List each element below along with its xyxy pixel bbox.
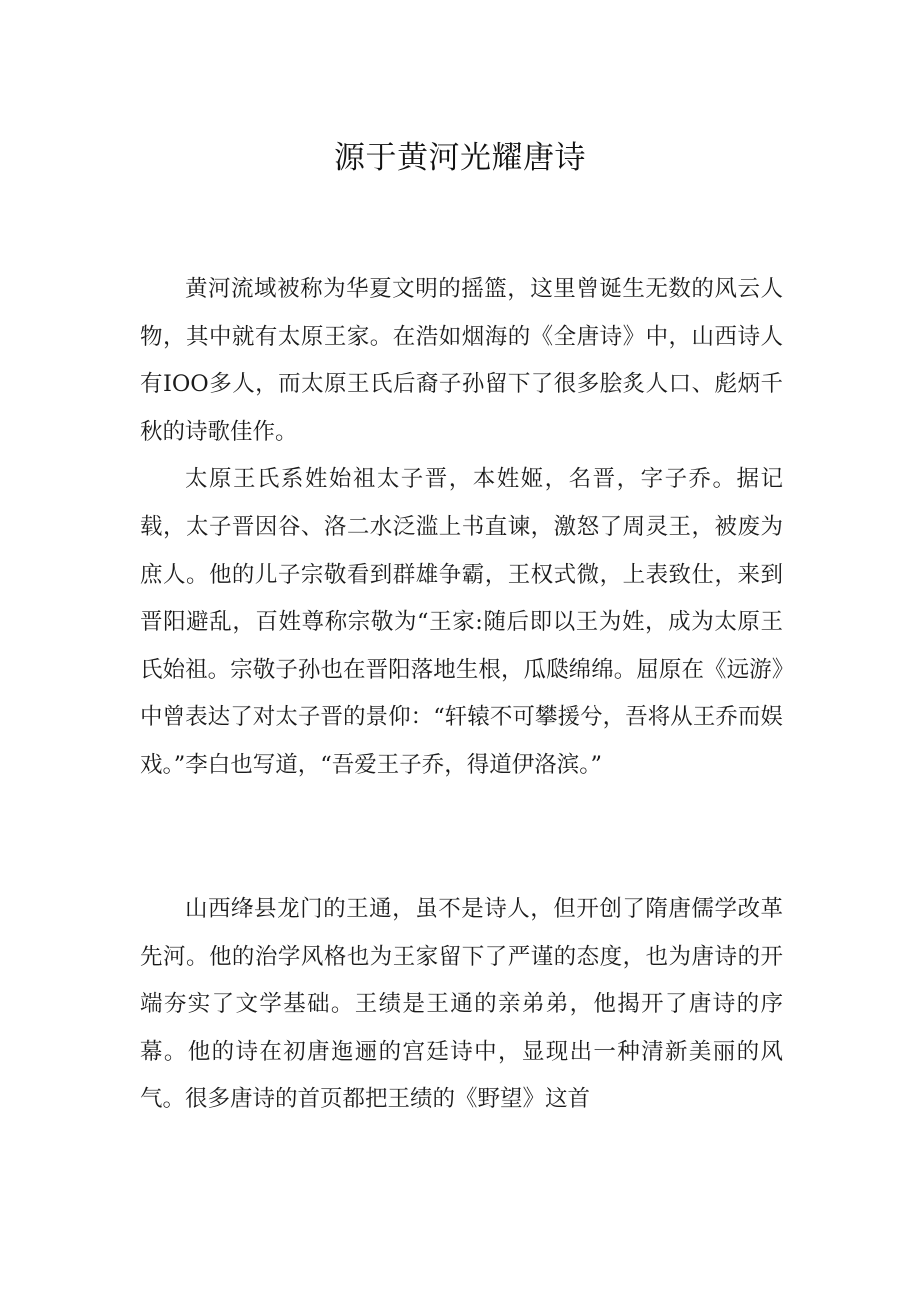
page-title: 源于黄河光耀唐诗	[334, 140, 586, 176]
paragraph-3: 山西绛县龙门的王通，虽不是诗人，但开创了隋唐儒学改革先河。他的治学风格也为王家留下了严谨的态度，也为唐诗的开端夯实了文学基础。王绩是王通的亲弟弟，他揭开了唐诗的序幕。他的诗在初唐迤逦的宫廷诗中，显现出一种清新美丽的风气。很多唐诗的首页都把王绩的《野望》这首	[140, 896, 783, 1113]
body-section-1	[140, 266, 783, 790]
paragraph-1: 黄河流域被称为华夏文明的摇篮，这里曾诞生无数的风云人物，其中就有太原王家。在浩如烟海的《全唐诗》中，山西诗人有IOO多人，而太原王氏后裔子孙留下了很多脍炙人口、彪炳千秋的诗歌佳作。	[140, 276, 783, 445]
paragraph-2: 太原王氏系姓始祖太子晋，本姓姬，名晋，字子乔。据记载，太子晋因谷、洛二水泛滥上书直谏，激怒了周灵王，被废为庶人。他的儿子宗敬看到群雄争霸，王权式微，上表致仕，来到晋阳避乱，百姓尊称宗敬为“王家:随后即以王为姓，成为太原王氏始祖。宗敬子孙也在晋阳落地生根，瓜瓞绵绵。屈原在《远游》中曾表达了对太子晋的景仰：“轩辕不可攀援兮，吾将从王乔而娱戏。”李白也写道，“吾爱王子乔，得道伊洛滨。”	[140, 466, 783, 778]
body-section-2	[140, 886, 783, 1124]
